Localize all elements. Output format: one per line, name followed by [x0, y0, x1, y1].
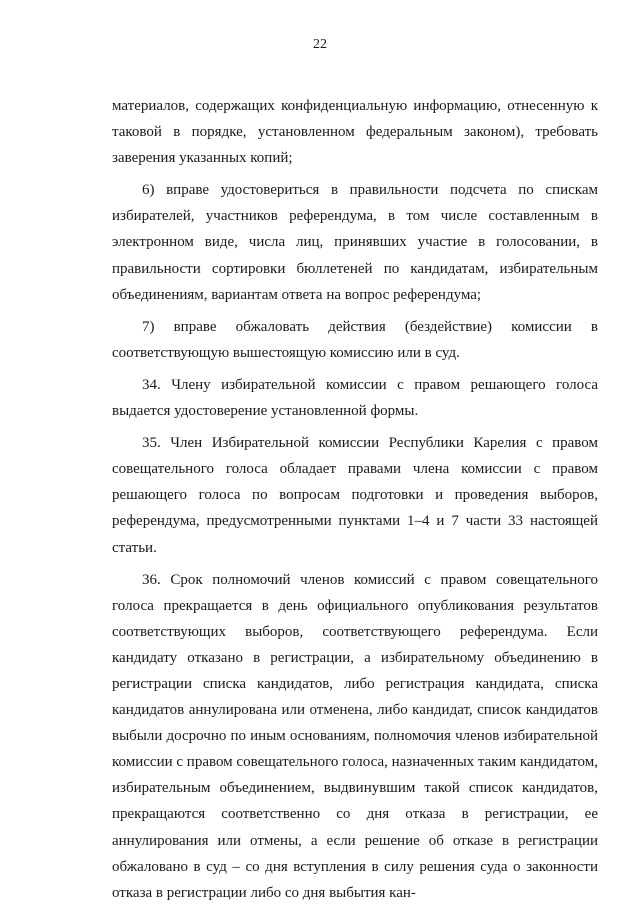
paragraph-item-6: 6) вправе удостовериться в правильности подсчета по спискам избирателей, участников референдума, в том числе составленным в электронном виде, числа лиц, принявших участие в голосовании, в правильности сортировки бюллетеней по кандидатам, избирательным объединениям, вариантам ответа на вопрос референдума; [112, 182, 598, 303]
page-number: 22 [313, 37, 327, 52]
paragraph-clause-36: 36. Срок полномочий членов комиссий с правом совещательного голоса прекращается в день официального опубликования результатов соответствующих выборов, соответствующего референдума. Если кандидату отказано в регистрации, а избирательному объединению в регистрации списка кандидатов, либо регистрация кандидата, списка кандидатов аннулирована или отменена, либо кандидат, список кандидатов выбыли досрочно по иным основаниям, полномочия членов избирательной комиссии с правом совещательного голоса, назначенных таким кандидатом, избирательным объединением, выдвинувшим такой список кандидатов, прекращаются соответственно со дня отказа в регистрации, ее аннулирования или отмены, а если решение об отказе в регистрации обжаловано в суд – со дня вступления в силу решения суда о законности отказа в регистрации либо со дня выбытия кан- [112, 571, 598, 901]
paragraph-clause-35: 35. Член Избирательной комиссии Республики Карелия с правом совещательного голоса обладает правами члена комиссии с правом решающего голоса по вопросам подготовки и проведения выборов, референдума, предусмотренными пунктами 1–4 и 7 части 33 настоящей статьи. [112, 435, 598, 556]
paragraph-clause-34: 34. Члену избирательной комиссии с правом решающего голоса выдается удостоверение установленной формы. [112, 376, 598, 420]
document-body [112, 93, 598, 912]
paragraph-item-7: 7) вправе обжаловать действия (бездействие) комиссии в соответствующую вышестоящую комиссию или в суд. [112, 318, 598, 361]
paragraph-continuation: материалов, содержащих конфиденциальную информацию, отнесенную к таковой в порядке, установленном федеральным законом), требовать заверения указанных копий; [112, 98, 598, 167]
